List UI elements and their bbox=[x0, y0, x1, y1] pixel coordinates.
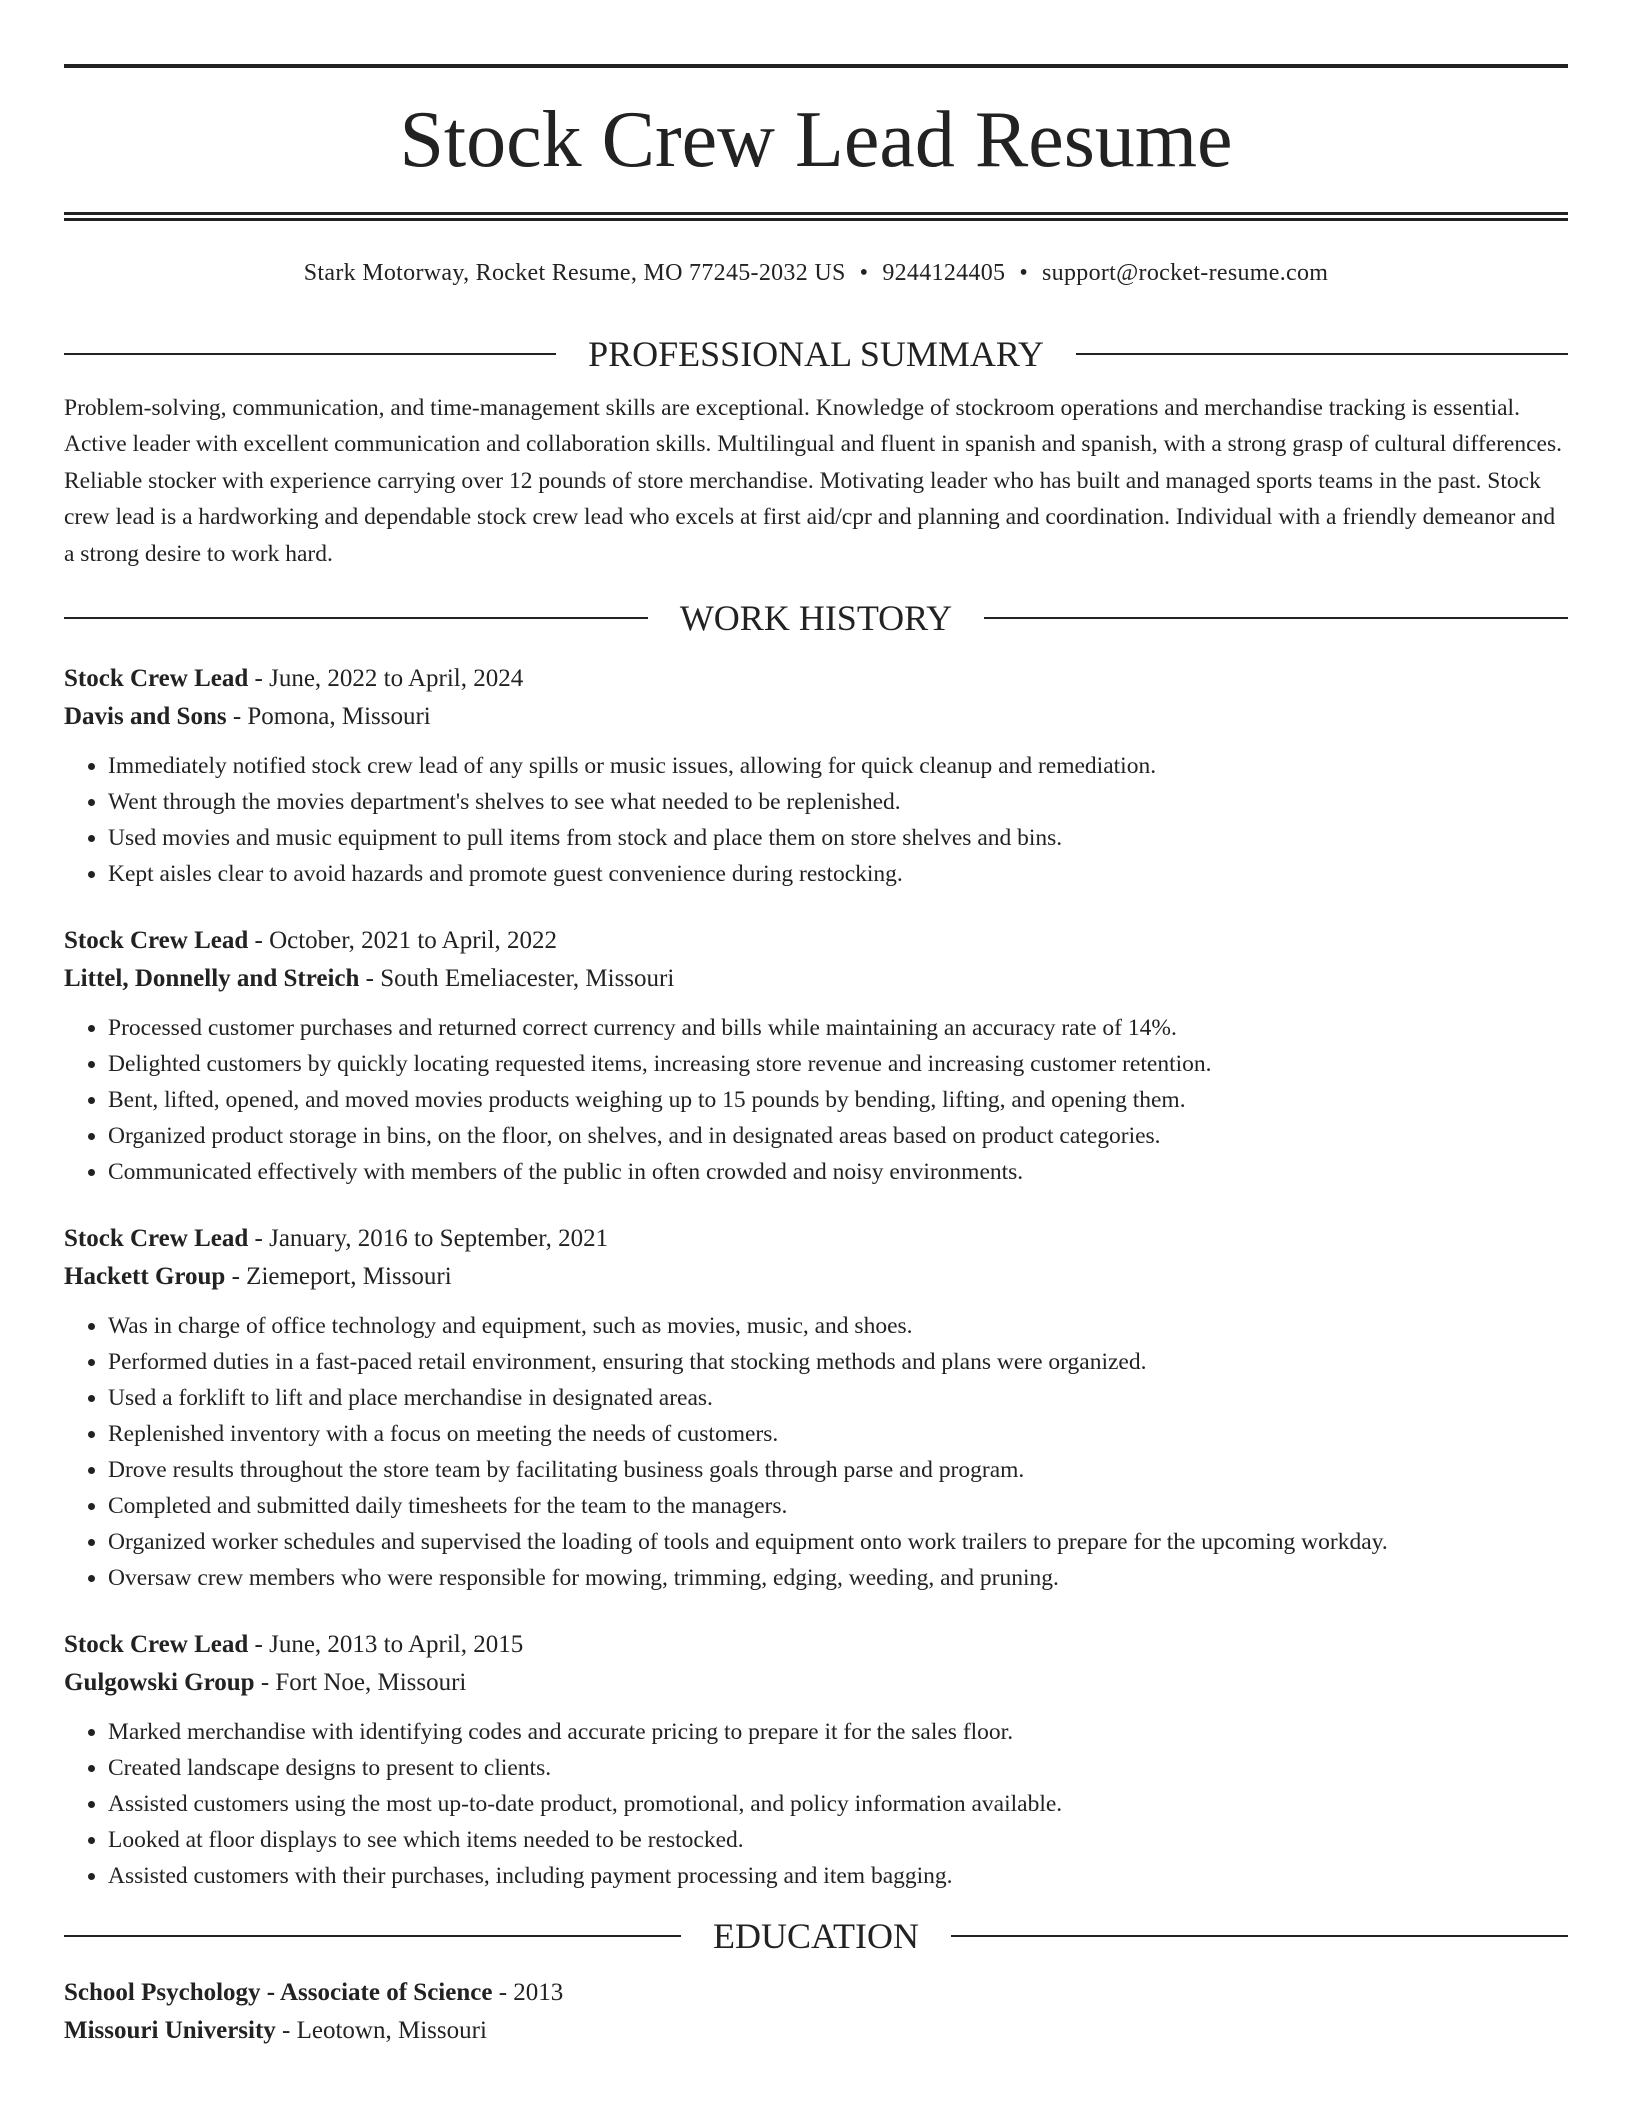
list-item: • Replenished inventory with a focus on meeting the needs of customers. bbox=[108, 1416, 1568, 1452]
list-item: • Performed duties in a fast-paced retail environment, ensuring that stocking methods and plans were organized. bbox=[108, 1344, 1568, 1380]
job-title: Stock Crew Lead bbox=[64, 1225, 249, 1253]
contact-separator: • bbox=[1019, 260, 1029, 286]
education-school: Missouri University bbox=[64, 2017, 276, 2045]
job-entry bbox=[64, 1220, 1568, 1596]
job-company-line bbox=[64, 1258, 1568, 1296]
job-company-line bbox=[64, 698, 1568, 736]
list-item: • Assisted customers using the most up-to-date product, promotional, and policy information available. bbox=[108, 1786, 1568, 1822]
job-company: Littel, Donnelly and Streich bbox=[64, 965, 360, 993]
education-school-line bbox=[64, 2012, 1568, 2050]
job-title-line bbox=[64, 922, 1568, 960]
education-year: - 2013 bbox=[492, 1979, 564, 2007]
resume-page bbox=[64, 0, 1568, 2050]
contact-phone: 9244124405 bbox=[882, 260, 1006, 286]
heading-rule-left bbox=[64, 617, 648, 619]
job-bullets bbox=[64, 1010, 1568, 1190]
job-title: Stock Crew Lead bbox=[64, 1631, 249, 1659]
job-title: Stock Crew Lead bbox=[64, 665, 249, 693]
heading-rule-left bbox=[64, 1935, 681, 1937]
job-company: Gulgowski Group bbox=[64, 1669, 255, 1697]
job-title-line bbox=[64, 1220, 1568, 1258]
list-item: • Completed and submitted daily timesheets for the team to the managers. bbox=[108, 1488, 1568, 1524]
list-item: • Organized product storage in bins, on the floor, on shelves, and in designated areas based on product categories. bbox=[108, 1118, 1568, 1154]
job-company-line bbox=[64, 1664, 1568, 1702]
job-entry bbox=[64, 922, 1568, 1190]
job-title-line bbox=[64, 1626, 1568, 1664]
job-entry bbox=[64, 1626, 1568, 1894]
job-location: - Ziemeport, Missouri bbox=[225, 1263, 452, 1291]
title-double-rule bbox=[64, 212, 1568, 221]
contact-email: support@rocket-resume.com bbox=[1042, 260, 1329, 286]
job-dates: - January, 2016 to September, 2021 bbox=[248, 1225, 609, 1253]
section-heading-work bbox=[64, 598, 1568, 639]
list-item: • Processed customer purchases and returned correct currency and bills while maintaining an accuracy rate of 14%. bbox=[108, 1010, 1568, 1046]
list-item: • Was in charge of office technology and equipment, such as movies, music, and shoes. bbox=[108, 1308, 1568, 1344]
section-heading-summary bbox=[64, 333, 1568, 374]
job-company-line bbox=[64, 960, 1568, 998]
list-item: • Marked merchandise with identifying codes and accurate pricing to prepare it for the sales floor. bbox=[108, 1714, 1568, 1750]
list-item: • Immediately notified stock crew lead of any spills or music issues, allowing for quick cleanup and remediation. bbox=[108, 748, 1568, 784]
job-location: - Fort Noe, Missouri bbox=[254, 1669, 467, 1697]
list-item: • Used a forklift to lift and place merchandise in designated areas. bbox=[108, 1380, 1568, 1416]
list-item: • Went through the movies department's shelves to see what needed to be replenished. bbox=[108, 784, 1568, 820]
job-entry bbox=[64, 660, 1568, 892]
job-dates: - June, 2013 to April, 2015 bbox=[248, 1631, 524, 1659]
contact-line bbox=[64, 259, 1568, 288]
job-location: - Pomona, Missouri bbox=[226, 703, 431, 731]
heading-rule-right bbox=[984, 617, 1568, 619]
education-degree: School Psychology - Associate of Science bbox=[64, 1979, 493, 2007]
section-label: EDUCATION bbox=[713, 1916, 919, 1957]
list-item: • Drove results throughout the store team by facilitating business goals through parse and program. bbox=[108, 1452, 1568, 1488]
list-item: • Organized worker schedules and supervised the loading of tools and equipment onto work trailers to prepare for the upcoming workday. bbox=[108, 1524, 1568, 1560]
list-item: • Created landscape designs to present to clients. bbox=[108, 1750, 1568, 1786]
education-degree-line bbox=[64, 1974, 1568, 2012]
work-history-list bbox=[64, 660, 1568, 1894]
education-entry bbox=[64, 1974, 1568, 2050]
job-dates: - June, 2022 to April, 2024 bbox=[248, 665, 524, 693]
education-location: - Leotown, Missouri bbox=[275, 2017, 487, 2045]
heading-rule-right bbox=[1076, 353, 1568, 355]
job-title-line bbox=[64, 660, 1568, 698]
page-title: Stock Crew Lead Resume bbox=[399, 96, 1233, 184]
job-company: Davis and Sons bbox=[64, 703, 227, 731]
list-item: • Looked at floor displays to see which items needed to be restocked. bbox=[108, 1822, 1568, 1858]
job-bullets bbox=[64, 1714, 1568, 1894]
job-location: - South Emeliacester, Missouri bbox=[359, 965, 675, 993]
contact-address: Stark Motorway, Rocket Resume, MO 77245-2032 US bbox=[303, 260, 846, 286]
list-item: • Communicated effectively with members of the public in often crowded and noisy environments. bbox=[108, 1154, 1568, 1190]
section-label: PROFESSIONAL SUMMARY bbox=[588, 333, 1044, 374]
professional-summary: Problem-solving, communication, and time-management skills are exceptional. Knowledge of stockroom operations and merchandise tracking is essential. Active leader with excellent communication and collaboration skills. Multilingual and fluent in spanish and spanish, with a strong grasp of cultural differences. Reliable stocker with experience carrying over 12 pounds of store merchandise. Motivating leader who has built and managed sports teams in the past. Stock crew lead is a hardworking and dependable stock crew lead who excels at first aid/cpr and planning and coordination. Individual with a friendly demeanor and a strong desire to work hard. bbox=[64, 394, 1562, 567]
job-title: Stock Crew Lead bbox=[64, 927, 249, 955]
list-item: • Oversaw crew members who were responsible for mowing, trimming, edging, weeding, and pruning. bbox=[108, 1560, 1568, 1596]
job-company: Hackett Group bbox=[64, 1263, 226, 1291]
section-heading-education bbox=[64, 1916, 1568, 1957]
contact-separator: • bbox=[859, 260, 869, 286]
heading-rule-left bbox=[64, 353, 556, 355]
job-bullets bbox=[64, 748, 1568, 892]
list-item: • Assisted customers with their purchases, including payment processing and item bagging. bbox=[108, 1858, 1568, 1894]
list-item: • Delighted customers by quickly locating requested items, increasing store revenue and increasing customer retention. bbox=[108, 1046, 1568, 1082]
list-item: • Kept aisles clear to avoid hazards and promote guest convenience during restocking. bbox=[108, 856, 1568, 892]
section-label: WORK HISTORY bbox=[679, 598, 953, 639]
job-dates: - October, 2021 to April, 2022 bbox=[248, 927, 557, 955]
list-item: • Bent, lifted, opened, and moved movies products weighing up to 15 pounds by bending, lifting, and opening them. bbox=[108, 1082, 1568, 1118]
heading-rule-right bbox=[951, 1935, 1568, 1937]
job-bullets bbox=[64, 1308, 1568, 1596]
list-item: • Used movies and music equipment to pull items from stock and place them on store shelves and bins. bbox=[108, 820, 1568, 856]
